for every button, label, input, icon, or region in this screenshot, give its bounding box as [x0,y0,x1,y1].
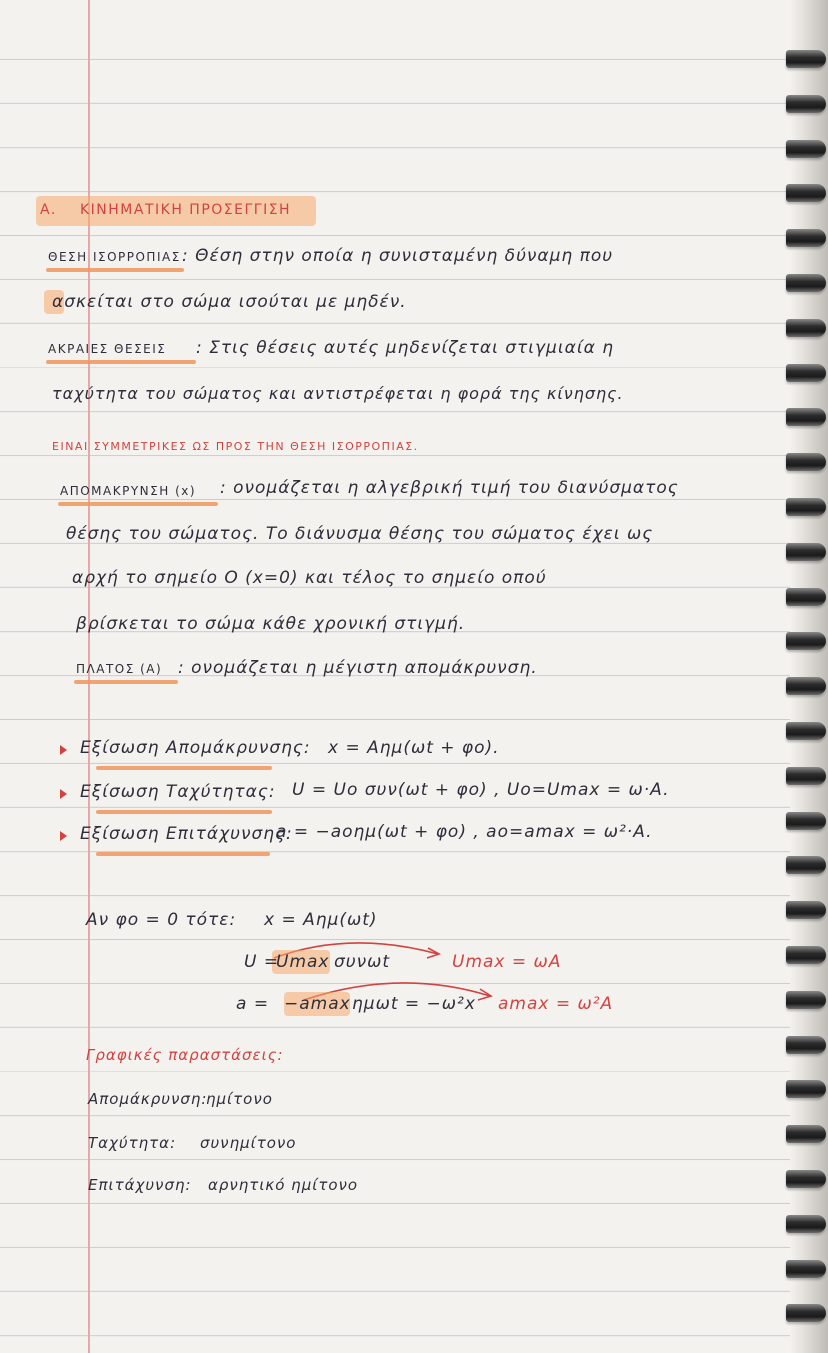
special-case-a-suffix: ημωt = −ω²x [352,994,476,1014]
binding-coil [786,364,826,382]
binding-coil [786,453,826,471]
extreme-line-2: ταχύτητα του σώματος και αντιστρέφεται η φορά της κίνησης. [52,384,624,403]
term-underline [58,502,218,506]
binding-coil [786,274,826,292]
binding-coil [786,1170,826,1188]
special-case-u-suffix: συνωt [334,952,391,972]
equation-displacement-label: Εξίσωση Απομάκρυνσης: [80,738,311,758]
displacement-line-4: βρίσκεται το σώμα κάθε χρονική στιγμή. [76,614,466,634]
special-case-u-prefix: U = [244,952,280,972]
symmetry-note: ΕΙΝΑΙ ΣΥΜΜΕΤΡΙΚΕΣ ΩΣ ΠΡΟΣ ΤΗΝ ΘΕΣΗ ΙΣΟΡΡΟΠΙΑΣ. [52,440,419,453]
binding-coil [786,722,826,740]
bullet-icon [60,789,67,799]
graph-label-displacement: Απομάκρυνση: [88,1090,208,1108]
amplitude-text: : ονομάζεται η μέγιστη απομάκρυνση. [178,658,538,678]
special-case-x: x = Aημ(ωt) [264,910,378,930]
binding-coil [786,901,826,919]
equation-underline [96,766,272,770]
special-case-u-highlight: Umax [276,952,330,972]
special-case-condition: Αν φο = 0 τότε: [86,910,237,930]
term-amplitude: ΠΛΑΤΟΣ (A) [76,662,163,676]
term-underline [46,360,196,364]
special-case-a-note: amax = ω²A [498,994,614,1014]
equation-displacement-formula: x = Aημ(ωt + φο). [328,738,500,758]
binding-coil [786,319,826,337]
binding-coil [786,1080,826,1098]
binding-coil [786,812,826,830]
special-case-u-note: Umax = ωA [452,952,562,972]
binding-coil [786,946,826,964]
graph-label-velocity: Ταχύτητα: [88,1134,177,1152]
graph-value-displacement: ημίτονο [206,1090,273,1108]
binding-coil [786,991,826,1009]
binding-coil [786,229,826,247]
equation-underline [96,810,272,814]
binding-coil [786,543,826,561]
graph-label-acceleration: Επιτάχυνση: [88,1176,192,1194]
special-case-a-prefix: a = [236,994,270,1014]
graph-value-velocity: συνημίτονο [200,1134,297,1152]
binding-coil [786,184,826,202]
binding-coil [786,140,826,158]
extreme-line-1: : Στις θέσεις αυτές μηδενίζεται στιγμιαία η [196,338,614,358]
displacement-line-2: θέσης του σώματος. Το διάνυσμα θέσης του σώματος έχει ως [66,524,654,544]
special-case-a-highlight: −amax [284,994,351,1014]
term-extreme: ΑΚΡΑΙΕΣ ΘΕΣΕΙΣ [48,342,167,356]
equation-acceleration-formula: a = −aoημ(ωt + φο) , ao=amax = ω²·A. [276,822,653,842]
binding-coil [786,632,826,650]
equation-velocity-label: Εξίσωση Ταχύτητας: [80,782,276,802]
binding-coil [786,767,826,785]
binding-coil [786,498,826,516]
displacement-line-3: αρχή το σημείο O (x=0) και τέλος το σημείο οπού [72,568,547,588]
binding-coil [786,95,826,113]
binding-coil [786,856,826,874]
binding-coil [786,1260,826,1278]
graph-value-acceleration: αρνητικό ημίτονο [208,1176,359,1194]
term-equilibrium: ΘΕΣΗ ΙΣΟΡΡΟΠΙΑΣ [48,250,181,264]
binding-coil [786,50,826,68]
equation-velocity-formula: U = Uo συν(ωt + φο) , Uo=Umax = ω·A. [292,780,670,800]
bullet-icon [60,831,67,841]
section-title: ΚΙΝΗΜΑΤΙΚΗ ΠΡΟΣΕΓΓΙΣΗ [80,202,292,218]
section-letter: A. [40,202,57,218]
equation-underline [96,852,270,856]
equilibrium-line-1: : Θέση στην οποία η συνισταμένη δύναμη που [182,246,614,266]
binding-coil [786,1215,826,1233]
bullet-icon [60,745,67,755]
equation-acceleration-label: Εξίσωση Επιτάχυνσης: [80,824,293,844]
term-underline [46,268,184,272]
binding-coil [786,1036,826,1054]
binding-coil [786,677,826,695]
term-underline [74,680,178,684]
binding-coil [786,588,826,606]
displacement-line-1: : ονομάζεται η αλγεβρική τιμή του διανύσματος [220,478,679,498]
binding-coil [786,1304,826,1322]
graphs-title: Γραφικές παραστάσεις: [86,1046,284,1064]
binding-coil [786,408,826,426]
equilibrium-line-2: ασκείται στο σώμα ισούται με μηδέν. [52,292,407,312]
binding-coil [786,1125,826,1143]
term-displacement: ΑΠΟΜΑΚΡΥΝΣΗ (x) [60,484,197,498]
